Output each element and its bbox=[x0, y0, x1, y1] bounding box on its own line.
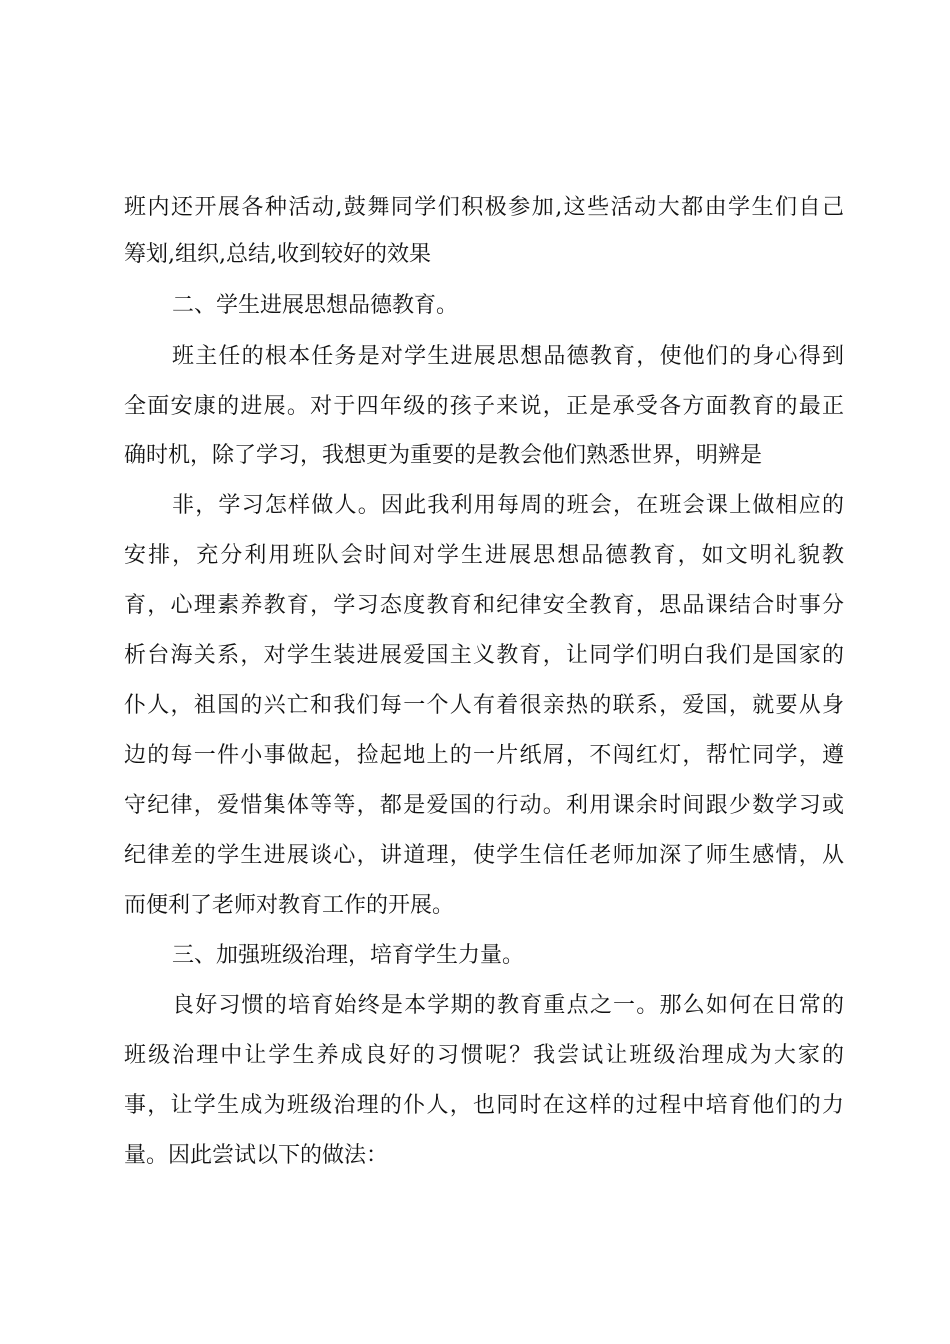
text-line: 班内还开展各种活动,鼓舞同学们积极参加,这些活动大都由学生们自己 bbox=[124, 195, 844, 220]
text-line: 边的每一件小事做起，捡起地上的一片纸屑，不闯红灯，帮忙同学，遵 bbox=[124, 743, 844, 768]
section-heading: 二、学生进展思想品德教育。 bbox=[172, 293, 459, 318]
text-line: 纪律差的学生进展谈心，讲道理，使学生信任老师加深了师生感情，从 bbox=[124, 843, 844, 868]
text-line: 量。因此尝试以下的做法： bbox=[124, 1143, 389, 1168]
text-line: 全面安康的进展。对于四年级的孩子来说，正是承受各方面教育的最正 bbox=[124, 394, 844, 419]
section-heading: 三、加强班级治理，培育学生力量。 bbox=[172, 943, 525, 968]
text-line: 确时机，除了学习，我想更为重要的是教会他们熟悉世界，明辨是 bbox=[124, 443, 763, 468]
text-line: 班主任的根本任务是对学生进展思想品德教育，使他们的身心得到 bbox=[172, 344, 844, 369]
text-line: 育，心理素养教育，学习态度教育和纪律安全教育，思品课结合时事分 bbox=[124, 593, 844, 618]
text-line: 事，让学生成为班级治理的仆人，也同时在这样的过程中培育他们的力 bbox=[124, 1093, 844, 1118]
text-line: 析台海关系，对学生装进展爱国主义教育，让同学们明白我们是国家的 bbox=[124, 643, 844, 668]
text-line: 筹划,组织,总结,收到较好的效果 bbox=[124, 242, 431, 267]
text-line: 良好习惯的培育始终是本学期的教育重点之一。那么如何在日常的 bbox=[172, 993, 844, 1018]
text-line: 而便利了老师对教育工作的开展。 bbox=[124, 893, 455, 918]
text-line: 仆人，祖国的兴亡和我们每一个人有着很亲热的联系，爱国，就要从身 bbox=[124, 693, 844, 718]
text-line: 非，学习怎样做人。因此我利用每周的班会，在班会课上做相应的 bbox=[172, 493, 844, 518]
text-line: 安排，充分利用班队会时间对学生进展思想品德教育，如文明礼貌教 bbox=[124, 543, 844, 568]
text-line: 守纪律，爱惜集体等等，都是爱国的行动。利用课余时间跟少数学习或 bbox=[124, 793, 844, 818]
text-line: 班级治理中让学生养成良好的习惯呢？我尝试让班级治理成为大家的 bbox=[124, 1043, 844, 1068]
